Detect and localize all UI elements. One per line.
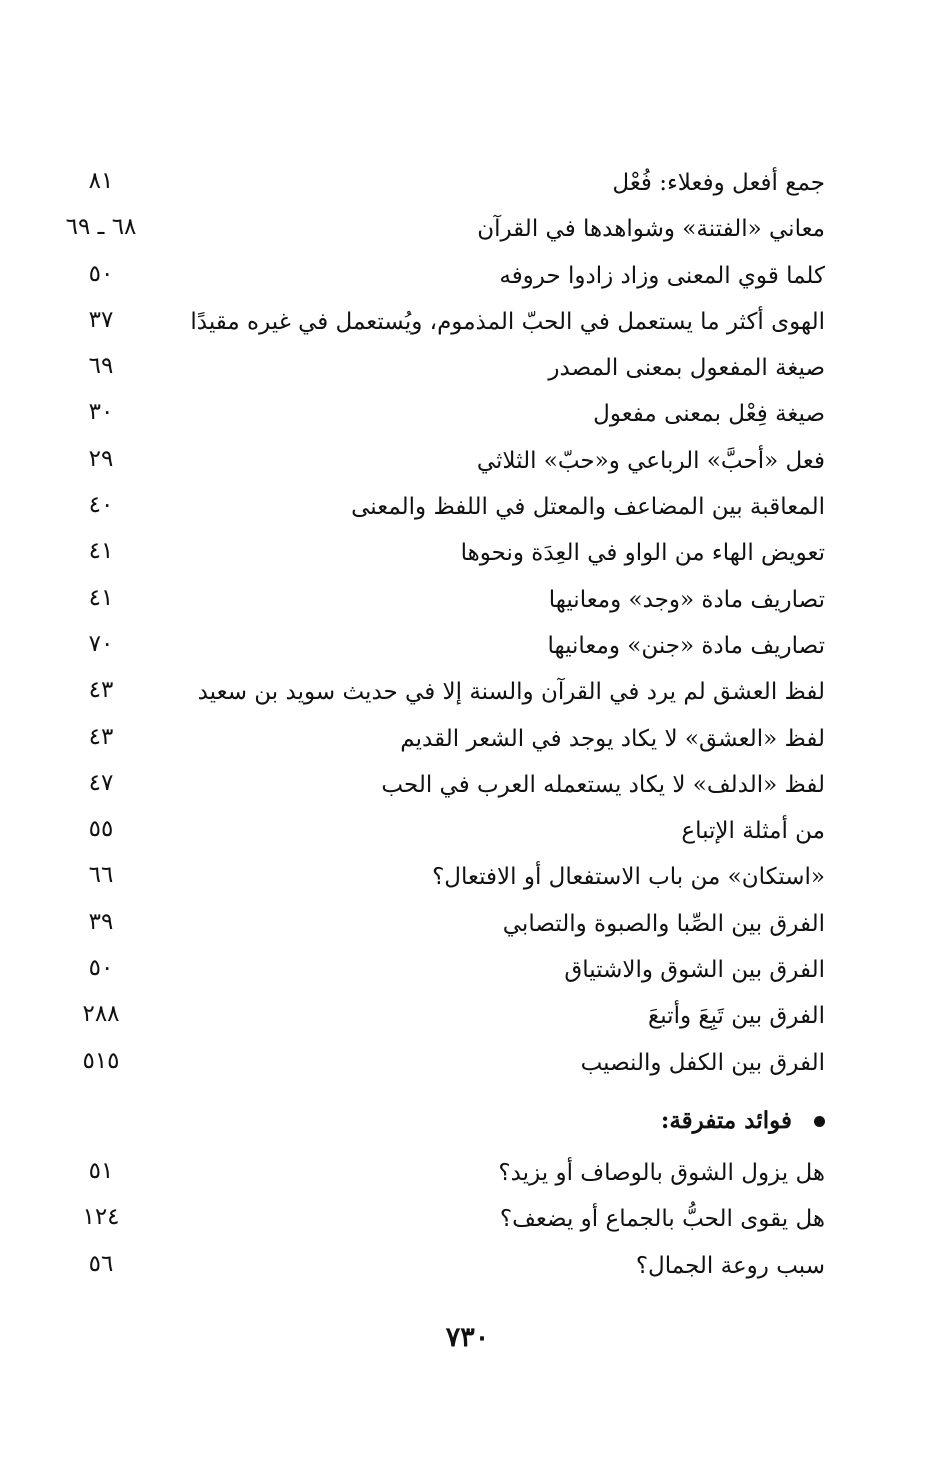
index-entry <box>0 438 935 484</box>
entry-title: لفظ «العشق» لا يكاد يوجد في الشعر القديم <box>400 725 825 752</box>
entry-title: تصاريف مادة «وجد» ومعانيها <box>548 586 825 613</box>
entry-page-number: ٤١ <box>88 538 114 565</box>
entry-page-number: ٤٣ <box>88 723 114 750</box>
entry-title: جمع أفعل وفعلاء: فُعْل <box>612 170 825 196</box>
index-entry <box>0 530 935 576</box>
entry-page-number: ٤٧ <box>88 769 114 796</box>
entry-title: تصاريف مادة «جنن» ومعانيها <box>547 632 825 659</box>
index-entry <box>0 577 935 623</box>
entry-title: تعويض الهاء من الواو في العِدَة ونحوها <box>460 540 825 567</box>
index-entry <box>0 623 935 669</box>
entry-page-number: ٥٥ <box>88 816 114 843</box>
index-entry <box>0 1196 935 1242</box>
index-entry <box>0 484 935 530</box>
entry-page-number: ٤٠ <box>88 492 114 519</box>
entry-page-number: ٣٧ <box>88 306 114 333</box>
entry-title: صيغة فِعْل بمعنى مفعول <box>593 401 825 428</box>
index-entry <box>0 854 935 900</box>
index-entry <box>0 299 935 345</box>
index-entries <box>0 160 935 1086</box>
index-entry <box>0 762 935 808</box>
section-heading <box>0 1086 935 1150</box>
index-entry <box>0 1150 935 1196</box>
entry-title: لفظ العشق لم يرد في القرآن والسنة إلا في حديث سويد بن سعيد <box>197 679 825 706</box>
entry-page-number: ٧٠ <box>88 630 114 657</box>
index-entry <box>0 345 935 391</box>
index-entry <box>0 160 935 206</box>
section-entries <box>0 1150 935 1289</box>
entry-title: هل يقوى الحبُّ بالجماع أو يضعف؟ <box>499 1206 825 1233</box>
index-entry <box>0 253 935 299</box>
index-entry <box>0 947 935 993</box>
entry-page-number: ٢٨٨ <box>82 1001 120 1028</box>
entry-title: الفرق بين الكفل والنصيب <box>580 1049 825 1076</box>
index-entry <box>0 1243 935 1289</box>
entry-title: صيغة المفعول بمعنى المصدر <box>548 355 825 382</box>
entry-title: من أمثلة الإتباع <box>681 818 825 845</box>
index-entry <box>0 669 935 715</box>
index-entry <box>0 808 935 854</box>
entry-page-number: ٤٣ <box>88 677 114 704</box>
entry-page-number: ٣٩ <box>88 908 114 935</box>
entry-title: هل يزول الشوق بالوصاف أو يزيد؟ <box>498 1159 825 1186</box>
entry-title: فعل «أحبَّ» الرباعي و«حبّ» الثلاثي <box>476 447 825 474</box>
entry-page-number: ٦٨ ـ ٦٩ <box>65 214 137 241</box>
bullet-icon <box>814 1116 825 1127</box>
section-heading-text <box>661 1104 825 1138</box>
entry-page-number: ٣٠ <box>88 399 114 426</box>
entry-page-number: ٦٦ <box>88 862 114 889</box>
entry-title: المعاقبة بين المضاعف والمعتل في اللفظ والمعنى <box>351 494 825 521</box>
index-entry <box>0 1040 935 1086</box>
section-heading-label: فوائد متفرقة: <box>660 1106 792 1134</box>
entry-title: الفرق بين تَبِعَ وأتبعَ <box>647 1003 825 1030</box>
entry-page-number: ٥٠ <box>88 260 114 287</box>
entry-page-number: ٢٩ <box>88 445 114 472</box>
entry-title: معاني «الفتنة» وشواهدها في القرآن <box>477 216 825 243</box>
index-entry <box>0 901 935 947</box>
page-number: ٧٣٠ <box>445 1322 490 1353</box>
entry-page-number: ٨١ <box>88 168 114 194</box>
index-list <box>0 160 935 1289</box>
entry-page-number: ٥١ <box>88 1157 114 1184</box>
entry-title: كلما قوي المعنى وزاد زادوا حروفه <box>499 262 825 289</box>
index-entry <box>0 993 935 1039</box>
entry-title: سبب روعة الجمال؟ <box>635 1252 825 1279</box>
entry-page-number: ٥١٥ <box>82 1047 120 1074</box>
entry-title: الهوى أكثر ما يستعمل في الحبّ المذموم، ويُستعمل في غيره مقيدًا <box>190 308 825 335</box>
entry-page-number: ٥٠ <box>88 955 114 982</box>
entry-page-number: ٥٦ <box>88 1250 114 1277</box>
entry-page-number: ٦٩ <box>88 353 114 380</box>
entry-title: الفرق بين الشوق والاشتياق <box>564 957 825 984</box>
entry-title: «استكان» من باب الاستفعال أو الافتعال؟ <box>432 864 825 891</box>
entry-page-number: ١٢٤ <box>82 1204 120 1231</box>
index-entry <box>0 391 935 437</box>
entry-title: الفرق بين الصِّبا والصبوة والتصابي <box>502 910 825 937</box>
index-entry <box>0 206 935 252</box>
index-entry <box>0 716 935 762</box>
entry-page-number: ٤١ <box>88 584 114 611</box>
entry-title: لفظ «الدلف» لا يكاد يستعمله العرب في الحب <box>381 771 825 798</box>
